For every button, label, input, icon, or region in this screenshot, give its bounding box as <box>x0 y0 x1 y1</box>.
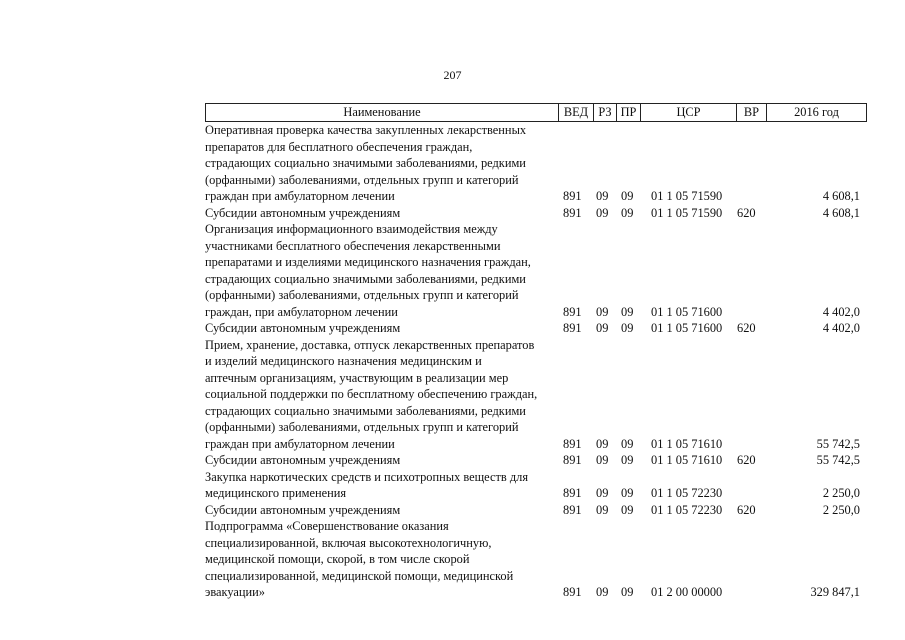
table-row <box>205 469 867 502</box>
row-vr: 620 <box>737 453 756 467</box>
header-rz: РЗ <box>593 104 616 121</box>
row-name: Субсидии автономным учреждениям <box>205 205 401 220</box>
header-vr: ВР <box>736 104 766 121</box>
row-rz: 09 <box>596 453 609 467</box>
row-amount: 4 402,0 <box>822 321 860 335</box>
row-amount: 4 608,1 <box>822 205 860 220</box>
table-header <box>205 103 867 122</box>
row-csr: 01 1 05 72230 <box>651 502 723 517</box>
row-ved: 891 <box>563 436 582 451</box>
row-rz: 09 <box>596 205 609 220</box>
row-csr: 01 1 05 71590 <box>651 205 723 220</box>
table-row <box>205 452 867 469</box>
budget-table <box>205 103 867 601</box>
row-name: Закупка наркотических средств и психотропных веществ для медицинского применения <box>205 469 529 500</box>
row-rz: 09 <box>596 436 609 451</box>
table-body <box>205 122 867 601</box>
row-csr: 01 1 05 71600 <box>651 304 723 319</box>
row-ved: 891 <box>563 486 582 500</box>
row-vr: 620 <box>737 321 756 335</box>
table-row <box>205 205 867 222</box>
row-csr: 01 2 00 00000 <box>651 585 723 599</box>
row-amount: 55 742,5 <box>816 436 860 451</box>
row-vr: 620 <box>737 205 756 220</box>
row-amount: 55 742,5 <box>816 453 860 467</box>
row-pr: 09 <box>621 585 634 599</box>
row-pr: 09 <box>621 486 634 500</box>
row-ved: 891 <box>563 585 582 599</box>
row-pr: 09 <box>621 436 634 451</box>
row-amount: 329 847,1 <box>810 585 860 599</box>
header-name: Наименование <box>205 104 558 121</box>
row-name: Прием, хранение, доставка, отпуск лекарственных препаратов и изделий медицинского назначения медицинским и аптечным организациям, участвующим в реализации мер социальной поддержки по бесплатному обеспечению граждан, страдающих социально значимыми заболеваниями, редкими (орфанными) заболеваниями, отдельных групп и категорий граждан при амбулаторном лечении <box>205 337 538 451</box>
row-ved: 891 <box>563 502 582 517</box>
row-pr: 09 <box>621 189 634 203</box>
row-ved: 891 <box>563 205 582 220</box>
header-year: 2016 год <box>766 104 867 121</box>
row-name: Организация информационного взаимодействия между участниками бесплатного обеспечения лекарственными препаратами и изделиями медицинского назначения граждан, страдающих социально значимыми заболеваниями, редкими (орфанными) заболеваниями, отдельных групп и категорий граждан, при амбулаторном лечении <box>205 222 531 319</box>
table-row <box>205 320 867 337</box>
row-pr: 09 <box>621 304 634 319</box>
row-name: Субсидии автономным учреждениям <box>205 453 401 467</box>
row-csr: 01 1 05 71610 <box>651 453 723 467</box>
row-pr: 09 <box>621 502 634 517</box>
row-name: Субсидии автономным учреждениям <box>205 321 401 335</box>
row-ved: 891 <box>563 453 582 467</box>
row-amount: 2 250,0 <box>822 502 860 517</box>
table-row <box>205 337 867 453</box>
row-ved: 891 <box>563 321 582 335</box>
row-csr: 01 1 05 71610 <box>651 436 723 451</box>
row-ved: 891 <box>563 304 582 319</box>
row-name: Субсидии автономным учреждениям <box>205 502 401 517</box>
row-pr: 09 <box>621 321 634 335</box>
header-csr: ЦСР <box>640 104 736 121</box>
header-pr: ПР <box>616 104 640 121</box>
row-csr: 01 1 05 71600 <box>651 321 723 335</box>
row-csr: 01 1 05 71590 <box>651 189 723 203</box>
row-rz: 09 <box>596 502 609 517</box>
table-row <box>205 122 867 205</box>
row-name: Подпрограмма «Совершенствование оказания специализированной, включая высокотехнологичную, медицинской помощи, скорой, в том числе скорой специализированной, медицинской помощи, медицинской эвакуации» <box>205 519 514 599</box>
row-pr: 09 <box>621 453 634 467</box>
row-rz: 09 <box>596 321 609 335</box>
row-rz: 09 <box>596 585 609 599</box>
row-rz: 09 <box>596 486 609 500</box>
table-row <box>205 221 867 320</box>
row-amount: 4 402,0 <box>822 304 860 319</box>
row-rz: 09 <box>596 189 609 203</box>
row-ved: 891 <box>563 189 582 203</box>
table-row <box>205 502 867 519</box>
row-pr: 09 <box>621 205 634 220</box>
row-amount: 2 250,0 <box>822 486 860 500</box>
header-ved: ВЕД <box>558 104 593 121</box>
row-csr: 01 1 05 72230 <box>651 486 723 500</box>
row-vr: 620 <box>737 502 756 517</box>
row-name: Оперативная проверка качества закупленных лекарственных препаратов для бесплатного обеспечения граждан, страдающих социально значимыми заболеваниями, редкими (орфанными) заболеваниями, отдельных групп и категорий граждан при амбулаторном лечении <box>205 123 527 203</box>
row-rz: 09 <box>596 304 609 319</box>
row-amount: 4 608,1 <box>822 189 860 203</box>
table-row <box>205 518 867 601</box>
page-number: 207 <box>443 68 462 82</box>
